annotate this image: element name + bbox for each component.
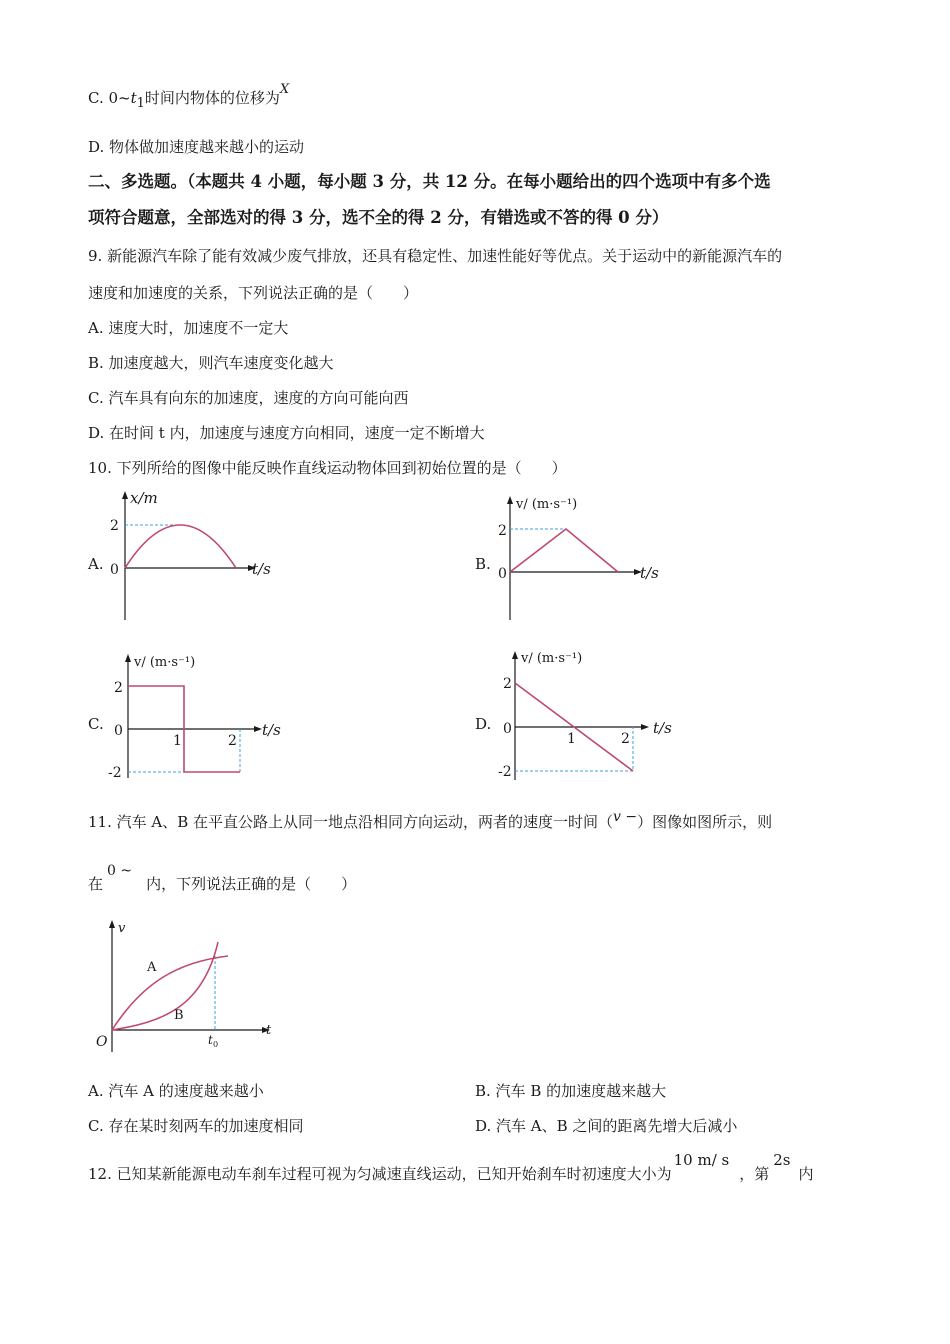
graph-c-x1: 1 (173, 733, 182, 749)
graph-a-curve (125, 525, 236, 568)
q9-option-b: B. 加速度越大，则汽车速度变化越大 (88, 354, 334, 372)
graph-d-ylabel: v/ (m·s⁻¹) (521, 651, 583, 666)
graph-c-ylabel: v/ (m·s⁻¹) (134, 655, 196, 670)
q11-graph-label-b: B (174, 1008, 184, 1023)
q10-option-c-label: C. (88, 715, 104, 733)
graph-a-xlabel: t/s (252, 560, 271, 578)
q11-graph (88, 912, 288, 1057)
graph-a-y2: 2 (110, 518, 119, 534)
q11-stem-line2: 在0 ~内，下列说法正确的是（ ） (88, 863, 357, 893)
q11-option-d: D. 汽车 A、B 之间的距离先增大后减小 (475, 1117, 738, 1135)
q11-graph-t0-sub: 0 (213, 1040, 219, 1049)
q10-option-d-label: D. (475, 715, 492, 733)
q9-stem-line2: 速度和加速度的关系，下列说法正确的是（ ） (88, 284, 419, 302)
section2-header-line1: 二、多选题。（本题共 4 小题，每小题 3 分，共 12 分。在每小题给出的四个选项中有多个选 (88, 172, 771, 191)
q11-graph-curve-b (112, 942, 218, 1030)
q8-option-c: C. $0\sim t_1$时间内物体的位移为X (88, 82, 290, 111)
graph-d-xlabel: t/s (653, 719, 672, 737)
graph-b-xlabel: t/s (640, 564, 659, 582)
graph-a-ylabel: x/m (130, 489, 158, 507)
graph-c-xlabel: t/s (262, 721, 281, 739)
q11-graph-v-arrow (109, 920, 115, 928)
graph-c-x-arrow (254, 726, 262, 732)
q9-option-d: D. 在时间 t 内，加速度与速度方向相同，速度一定不断增大 (88, 424, 485, 442)
graph-b-origin: 0 (498, 566, 507, 582)
q11-option-b: B. 汽车 B 的加速度越来越大 (475, 1082, 667, 1100)
graph-c-yneg: -2 (108, 765, 122, 781)
q8-option-d: D. 物体做加速度越来越小的运动 (88, 138, 305, 156)
graph-b-y2: 2 (498, 523, 507, 539)
q10-graph-b (490, 490, 690, 625)
q11-option-c: C. 存在某时刻两车的加速度相同 (88, 1117, 304, 1135)
graph-d-x-arrow (641, 724, 649, 730)
q11-graph-origin: O (96, 1034, 108, 1050)
q12-stem: 12. 已知某新能源电动车刹车过程可视为匀减速直线运动，已知开始刹车时初速度大小为10 m/ s，第2s内 (88, 1151, 814, 1183)
q10-graph-a (100, 485, 300, 625)
q10-graph-d (495, 645, 680, 785)
q11-graph-t0: t (208, 1033, 213, 1047)
q9-option-c: C. 汽车具有向东的加速度，速度的方向可能向西 (88, 389, 409, 407)
graph-d-y-arrow (512, 651, 518, 659)
q11-stem-line1: 11. 汽车 A、B 在平直公路上从同一地点沿相同方向运动，两者的速度一时间（v −）图像如图所示，则 (88, 809, 773, 831)
graph-d-yneg: -2 (498, 764, 512, 780)
graph-c-y2: 2 (114, 680, 123, 696)
graph-d-x1: 1 (567, 731, 576, 747)
graph-d-x2: 2 (621, 731, 630, 747)
graph-c-x2: 2 (228, 733, 237, 749)
q10-option-a-label: A. (88, 555, 104, 573)
q9-option-a: A. 速度大时，加速度不一定大 (88, 319, 289, 337)
graph-b-ylabel: v/ (m·s⁻¹) (516, 497, 578, 512)
q10-stem: 10. 下列所给的图像中能反映作直线运动物体回到初始位置的是（ ） (88, 459, 567, 477)
graph-a-y-arrow (122, 491, 128, 499)
graph-d-y2: 2 (503, 676, 512, 692)
section2-header-line2: 项符合题意，全部选对的得 3 分，选不全的得 2 分，有错选或不答的得 0 分） (88, 208, 669, 227)
graph-a-origin: 0 (110, 562, 119, 578)
graph-b-line (510, 529, 618, 572)
graph-d-origin: 0 (503, 721, 512, 737)
graph-b-y-arrow (507, 496, 513, 504)
q11-graph-t-label: t (266, 1023, 272, 1038)
q10-graph-c (108, 648, 293, 783)
graph-c-origin: 0 (114, 723, 123, 739)
graph-c-y-arrow (125, 654, 131, 662)
q10-option-b-label: B. (475, 555, 491, 573)
q11-graph-label-a: A (147, 960, 157, 975)
q11-graph-v-label: v (118, 921, 126, 936)
q11-option-a: A. 汽车 A 的速度越来越小 (88, 1082, 264, 1100)
q9-stem-line1: 9. 新能源汽车除了能有效减少废气排放，还具有稳定性、加速性能好等优点。关于运动中的新能源汽车的 (88, 247, 783, 265)
